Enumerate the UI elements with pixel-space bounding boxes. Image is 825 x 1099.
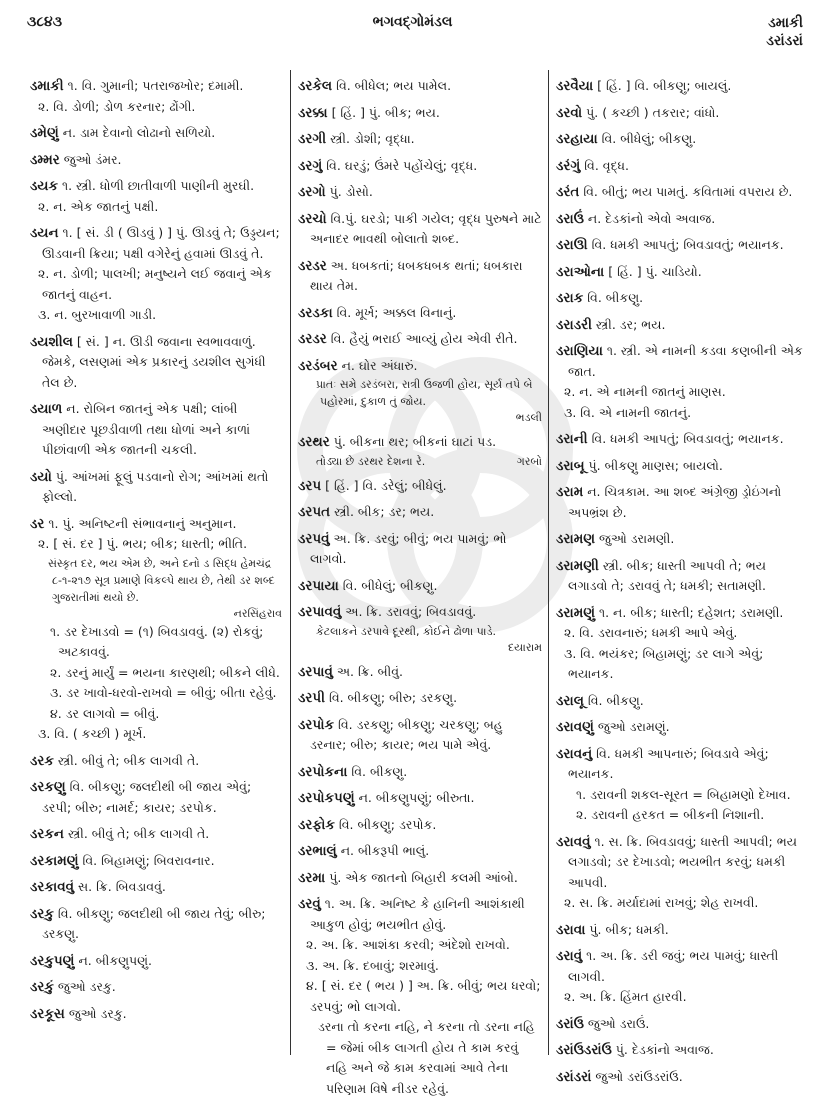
dictionary-entry bbox=[30, 951, 282, 972]
dictionary-entry bbox=[556, 182, 806, 203]
dictionary-entry bbox=[298, 76, 542, 97]
dictionary-entry bbox=[556, 341, 806, 382]
definition-text: ૧. [ સં. ડી ( ઊડવું ) ] પું. ઊડવું તે; ઉડ્ડયન; ઊડવાની ક્રિયા; પક્ષી વગેરેનું હવામાં ઊડવું તે. bbox=[42, 225, 280, 261]
dictionary-entry bbox=[556, 832, 806, 894]
headword: ડરગો bbox=[298, 184, 326, 200]
headword: ડરામણી bbox=[556, 557, 599, 574]
definition-text: જુઓ ડરામણું. bbox=[593, 719, 670, 734]
definition-text: જુઓ ડરકુ. bbox=[53, 979, 116, 994]
entry-sense bbox=[556, 893, 806, 914]
definition-text: ૨. અ. ક્રિ. હિંમત હારવી. bbox=[564, 989, 687, 1004]
definition-text: ન. દેડકાંનો એવો અવાજ. bbox=[583, 210, 716, 226]
definition-text: કેટલાકને ડરપાવે દૂરથી, કોઈને ઢોળા પાડે. bbox=[316, 624, 497, 638]
definition-text: [ હિં. ] વિ. બીકણુ; બાયલું. bbox=[593, 78, 732, 93]
dictionary-entry bbox=[30, 824, 282, 845]
definition-text: ૧. અ. ક્રિ. અનિષ્ટ કે હાનિની આશંકાથી આકુળ હોવું; ભયભીત હોવું. bbox=[310, 896, 525, 932]
entry-sense bbox=[30, 97, 282, 118]
headword: ડરપાવું bbox=[298, 663, 333, 680]
headword: ડરપવું bbox=[298, 530, 330, 547]
definition-text: તોડ્યા છે ડરથર દેશના રે. bbox=[316, 454, 426, 468]
headword: ડરકાવવું bbox=[30, 879, 75, 895]
dictionary-entry bbox=[298, 329, 542, 350]
headword: ડરડકા bbox=[298, 304, 333, 321]
definition-text: [ હિં. ] પું. બીક; ભય. bbox=[327, 104, 440, 120]
dictionary-entry bbox=[556, 76, 806, 97]
headword: ડરક bbox=[30, 752, 54, 769]
dictionary-entry bbox=[556, 456, 806, 477]
dictionary-entry bbox=[556, 288, 806, 309]
headword: ડરભાલું bbox=[298, 843, 337, 859]
headword: ડરાક bbox=[556, 290, 584, 306]
headword: ડરડંબર bbox=[298, 357, 338, 374]
idiom bbox=[30, 704, 282, 725]
headword: ડરપોકના bbox=[298, 763, 348, 780]
definition-text: સ. ક્રિ. બિવડાવવું. bbox=[74, 879, 166, 894]
headword: ડયન bbox=[30, 225, 59, 241]
definition-text: પું. ડોસો. bbox=[325, 184, 373, 199]
headword: ડરંત bbox=[556, 184, 580, 200]
dictionary-entry bbox=[556, 603, 806, 624]
definition-text: સ્ત્રી. બીવું તે; બીક લાગવી તે. bbox=[63, 826, 210, 841]
dictionary-entry bbox=[30, 399, 282, 461]
headword: ડરપાવવું bbox=[298, 604, 342, 620]
guide-words bbox=[766, 14, 803, 50]
headword: ડરાવનું bbox=[556, 745, 593, 762]
headword: ડરફોક bbox=[298, 816, 335, 833]
headword: ડરંગું bbox=[556, 157, 581, 174]
headword: ડરામ bbox=[556, 484, 584, 500]
headword: ડરાંઉ bbox=[556, 1015, 584, 1032]
dictionary-entry bbox=[556, 556, 806, 597]
definition-text: [ સં. ] ન. ઊડી જવાના સ્વભાવવાળું. જેમકે, લસણમાં એક પ્રકારનું ડયશીલ સુગંધી તેલ છે. bbox=[42, 333, 266, 390]
entry-sense bbox=[556, 382, 806, 403]
dictionary-entry bbox=[30, 76, 282, 97]
definition-text: વિ. બીકણુ; જલદીથી બી જાય તેવું; બીરુ; ડરકણુ. bbox=[42, 905, 266, 941]
definition-text: સ્ત્રી. બીવું તે; બીક લાગવી તે. bbox=[53, 752, 200, 768]
dictionary-entry bbox=[556, 262, 806, 283]
headword: ડરાડરી bbox=[556, 316, 592, 333]
definition-text: વિ.પું. ઘરડો; પાકી ગયેલ; વૃદ્ધ પુરુષને માટે અનાદર ભાવથી બોલાતો શબ્દ. bbox=[310, 210, 542, 246]
dictionary-entry bbox=[298, 602, 542, 623]
definition-text: પું. બીકણુ માણસ; બાયલો. bbox=[584, 457, 723, 473]
headword: ડરાબૂ bbox=[556, 457, 585, 474]
dictionary-entry bbox=[30, 514, 282, 535]
headword: ડરકુપણું bbox=[30, 952, 75, 969]
definition-text: અ. ધબકતાં; ધબકધબક થતાં; ધબકારા થાય તેમ. bbox=[310, 257, 523, 293]
dictionary-entry bbox=[298, 356, 542, 377]
definition-text: વિ. વૃદ્ધ. bbox=[580, 157, 630, 173]
quotation-attribution bbox=[298, 410, 542, 426]
definition-text: ૧. વિ. ગુમાની; પતરાજખોર; દમામી. bbox=[63, 78, 244, 93]
dictionary-entry bbox=[298, 894, 542, 935]
dictionary-entry bbox=[556, 529, 806, 550]
dictionary-entry bbox=[556, 315, 806, 336]
definition-text: ભડલી bbox=[515, 411, 542, 424]
dictionary-entry bbox=[30, 977, 282, 998]
headword: ડરકેલ bbox=[298, 78, 333, 94]
headword: ડરાલૂ bbox=[556, 692, 584, 709]
entry-sense bbox=[30, 197, 282, 218]
definition-text: ૨. ન. એ નામની જાતનું માણસ. bbox=[564, 384, 726, 399]
definition-text: ૩. વિ. એ નામની જાતનું. bbox=[564, 404, 692, 420]
headword: ડરાઊ bbox=[556, 237, 588, 253]
headword: ડરહાયા bbox=[556, 131, 598, 147]
definition-text: વિ. બીકણુ. bbox=[347, 763, 408, 779]
headword: ડયશીલ bbox=[30, 333, 73, 350]
definition-text: વિ. બીધેલું; બીકણુ. bbox=[338, 577, 438, 593]
dictionary-entry bbox=[298, 209, 542, 250]
guide-word-last: ડરાંડરાં bbox=[766, 33, 803, 49]
definition-text: ૨. [ સં. દર ] પું. ભય; બીક; ધાસ્તી; ભીતિ. bbox=[38, 536, 248, 551]
headword: ડરાંઉડરાંઉ bbox=[556, 1042, 612, 1058]
definition-text: ૪. [ સં. દર ( ભય ) ] અ. ક્રિ. બીવું; ભય ધરવો; ડરપવું; ભો લાગવો. bbox=[306, 978, 541, 1014]
dictionary-entry bbox=[30, 1004, 282, 1025]
definition-text: જુઓ ડંમર. bbox=[59, 151, 122, 167]
headword: ડરાઉં bbox=[556, 210, 584, 227]
definition-text: ન. રોબિન જાતનું એક પક્ષી; લાંબી અણીદાર પૂછડીવાળી તથા ધોળાં અને કાળાં પીછાંવાળી એક જાતની ચકલી. bbox=[42, 401, 251, 457]
dictionary-entry bbox=[30, 332, 282, 394]
dictionary-entry bbox=[298, 715, 542, 756]
quotation bbox=[298, 376, 542, 410]
dictionary-entry bbox=[298, 815, 542, 836]
definition-text: ૧. સ. ક્રિ. બિવડાવવું; ધાસ્તી આપવી; ભય લગાડવો; ડર દેખાડવો; ભયભીત કરવું; ધમકી આપવી. bbox=[568, 833, 797, 890]
definition-text: વિ. બીધેલું; બીકણુ. bbox=[597, 131, 697, 146]
dictionary-entry bbox=[556, 1067, 806, 1088]
idiom bbox=[30, 622, 282, 663]
entry-sense bbox=[556, 644, 806, 685]
quotation bbox=[298, 623, 542, 640]
dictionary-entry bbox=[556, 209, 806, 230]
definition-text: ન. ચિત્રકામ. આ શબ્દ અંગ્રેજી ડ્રોઇંગનો અપભ્રંશ છે. bbox=[568, 484, 782, 520]
definition-text: જુઓ ડરકુ. bbox=[64, 1005, 127, 1021]
definition-text: વિ. બીકણુ; ડરપોક. bbox=[334, 816, 437, 832]
headword: ડરાવું bbox=[556, 948, 583, 964]
headword: ડયાળ bbox=[30, 401, 63, 417]
headword: ડરગું bbox=[298, 157, 323, 174]
headword: ડરકૂસ bbox=[30, 1005, 65, 1022]
headword: ડરવું bbox=[298, 896, 321, 912]
definition-text: ૧. ન. બીક; ધાસ્તી; દહેશત; ડરામણી. bbox=[595, 604, 784, 620]
headword: ડરપોકપણું bbox=[298, 790, 355, 806]
entry-sense bbox=[556, 987, 806, 1008]
definition-text: જુઓ ડરામણી. bbox=[595, 531, 675, 546]
headword: ડરકામણું bbox=[30, 852, 79, 869]
definition-text: વિ. બીતું; ભય પામતું. કવિતામાં વપરાય છે. bbox=[579, 184, 793, 199]
dictionary-entry bbox=[556, 482, 806, 523]
definition-text: વિ. બીકણુ. bbox=[583, 692, 644, 708]
definition-text: ૩. વિ. ( કચ્છી ) મૂર્ખ. bbox=[38, 726, 147, 741]
definition-text: અ. ક્રિ. બીવું. bbox=[332, 663, 403, 679]
dictionary-entry bbox=[30, 467, 282, 508]
dictionary-entry bbox=[556, 691, 806, 712]
dictionary-entry bbox=[298, 576, 542, 597]
headword: ડરગી bbox=[298, 131, 327, 147]
headword: ડરાણિયા bbox=[556, 343, 603, 359]
headword: ડરામણ bbox=[556, 531, 596, 547]
definition-text: ૩. વિ. ભયંકર; બિહામણું; ડર લાગે એવું; ભયાનક. bbox=[564, 645, 764, 681]
definition-text: વિ. બીકણુ; બીરુ; ડરકણુ. bbox=[325, 690, 458, 705]
dictionary-entry bbox=[556, 920, 806, 941]
definition-text: પું. ( કચ્છી ) તકરાર; વાંધો. bbox=[582, 104, 720, 120]
dictionary-entry bbox=[298, 502, 542, 523]
idiom bbox=[30, 683, 282, 704]
definition-text: વિ. ડરકણુ; બીકણુ; ચરકણુ; બહુ ડરનાર; બીરુ; કાયર; ભય પામે એવું. bbox=[310, 716, 503, 752]
quotation-attribution bbox=[30, 606, 282, 622]
definition-text: સ્ત્રી. ડોશી; વૃદ્ધા. bbox=[326, 131, 415, 146]
dictionary-entry bbox=[556, 156, 806, 177]
definition-text: [ હિં. ] પું. ચાડિયો. bbox=[604, 263, 702, 279]
definition-text: ૨. ડરાવની હરકત = બીકની નિશાની. bbox=[576, 807, 765, 822]
entry-sense bbox=[30, 264, 282, 305]
dictionary-entry bbox=[298, 529, 542, 570]
headword: ડરવો bbox=[556, 104, 583, 121]
headword: ડમ્મર bbox=[30, 151, 60, 168]
dictionary-entry bbox=[298, 788, 542, 809]
page-number: ૩૮૪૩ bbox=[27, 14, 63, 30]
idiom bbox=[556, 785, 806, 806]
dictionary-entry bbox=[556, 744, 806, 785]
definition-text: જુઓ ડરાંઉડરાંઉ. bbox=[591, 1068, 683, 1084]
guide-word-first: ડમાકી bbox=[768, 15, 803, 31]
definition-text: વિ. ધમકી આપનારું; બિવડાવે એવું; ભયાનક. bbox=[568, 745, 769, 781]
dictionary-entry bbox=[30, 851, 282, 872]
definition-text: [ હિં. ] વિ. ડરેલું; બીધેલું. bbox=[321, 477, 447, 493]
definition-text: વિ. બીકણુ. bbox=[583, 290, 644, 305]
headword: ડરક્કા bbox=[298, 104, 328, 121]
definition-text: ૩. અ. ક્રિ. દબાવું; શરમાવું. bbox=[306, 957, 439, 973]
dictionary-entry bbox=[30, 176, 282, 197]
quotation bbox=[298, 453, 542, 470]
definition-text: વિ. બીધેલ; ભય પામેલ. bbox=[332, 78, 452, 93]
definition-text: વિ. બીકણુ; જલદીથી બી જાય એવું; ડરપી; બીરુ; નામર્દ; કાયર; ડરપોક. bbox=[42, 779, 252, 815]
dictionary-entry bbox=[298, 841, 542, 862]
headword: ડરપાયા bbox=[298, 577, 339, 594]
definition-text: સ્ત્રી. ડર; ભય. bbox=[591, 316, 666, 332]
definition-text: ૨. અ. ક્રિ. આશંકા કરવી; અંદેશો રાખવો. bbox=[306, 937, 510, 952]
definition-text: સ્ત્રી. બીક; ડર; ભય. bbox=[330, 504, 435, 519]
dictionary-entry bbox=[298, 182, 542, 203]
definition-text: પું. એક જાતનો બિહારી કલમી આંબો. bbox=[325, 869, 518, 885]
definition-text: જુઓ ડરાઉં. bbox=[583, 1015, 650, 1031]
definition-text: દયારામ bbox=[507, 640, 542, 654]
headword: ડયો bbox=[30, 468, 52, 485]
definition-text: વિ. બિહામણું; બિવરાવનાર. bbox=[78, 852, 215, 868]
dictionary-entry bbox=[298, 256, 542, 297]
dictionary-entry bbox=[30, 150, 282, 171]
headword: ડર bbox=[30, 515, 45, 532]
definition-text: પું. દેડકાંનો અવાજ. bbox=[611, 1042, 714, 1057]
dictionary-entry bbox=[556, 129, 806, 150]
definition-text: ૧. ડરાવની શકલ-સૂરત = બિહામણો દેખાવ. bbox=[576, 786, 791, 802]
definition-text: પું. બીક; ધમકી. bbox=[585, 921, 669, 937]
definition-text: અ. ક્રિ. ડરાવવું; બિવડાવવું. bbox=[341, 604, 477, 619]
definition-text: વિ. ઘરડું; ઉંમરે પહોંચેલું; વૃદ્ધ. bbox=[322, 157, 478, 173]
headword: ડરડર bbox=[298, 331, 327, 347]
dictionary-entry bbox=[556, 103, 806, 124]
dictionary-entry bbox=[298, 762, 542, 783]
dictionary-entry bbox=[556, 946, 806, 987]
definition-text: અ. ક્રિ. ડરવું; બીવું; ભય પામવું; ભો લાગવો. bbox=[310, 530, 507, 566]
dictionary-entry bbox=[30, 904, 282, 945]
entry-sense bbox=[298, 976, 542, 1017]
dictionary-entry bbox=[298, 868, 542, 889]
entry-sense bbox=[30, 724, 282, 745]
headword: ડમાકી bbox=[30, 78, 64, 94]
idiom bbox=[298, 1017, 542, 1099]
headword: ડરમા bbox=[298, 869, 326, 886]
dictionary-entry bbox=[298, 103, 542, 124]
dictionary-column-2 bbox=[298, 70, 542, 1099]
headword: ડરામણું bbox=[556, 604, 596, 621]
headword: ડરાવણું bbox=[556, 719, 594, 735]
dictionary-entry bbox=[298, 476, 542, 497]
dictionary-entry bbox=[556, 1040, 806, 1061]
entry-sense bbox=[556, 623, 806, 644]
headword: ડરાઓના bbox=[556, 263, 605, 280]
dictionary-entry bbox=[556, 429, 806, 450]
dictionary-entry bbox=[30, 751, 282, 772]
dictionary-entry bbox=[298, 432, 542, 453]
definition-text: ૩. ડર ખાવો-ધરવો-રાખવો = બીવું; બીતા રહેવું. bbox=[50, 685, 277, 700]
definition-text: ન. બીકણુપણું. bbox=[74, 952, 153, 968]
definition-text: ૧. પું. અનિષ્ટની સંભાવનાનું અનુમાન. bbox=[44, 515, 237, 531]
definition-text: ૧. સ્ત્રી. ધોળી છાતીવાળી પાણીની મુરઘી. bbox=[58, 178, 255, 193]
definition-text: ૨. વિ. ડરાવનારું; ધમકી આપે એવું. bbox=[564, 625, 738, 640]
definition-text: ૨. ન. ડોળી; પાલખી; મનુષ્યને લઈ જવાનું એક જાતનું વાહન. bbox=[38, 266, 272, 302]
headword: ડરથર bbox=[298, 434, 330, 450]
definition-text: ૧. સ્ત્રી. એ નામની કડવા કણબીની એક જાત. bbox=[568, 343, 803, 379]
idiom bbox=[556, 805, 806, 826]
definition-text: ૨. સ. ક્રિ. મર્યાદામાં રાખવું; શેહ રાખવી. bbox=[564, 895, 759, 910]
headword: ડરકન bbox=[30, 826, 64, 842]
definition-text: ૨. ન. એક જાતનું પક્ષી. bbox=[38, 198, 159, 214]
headword: ડરકું bbox=[30, 979, 54, 995]
headword: ડમેણું bbox=[30, 125, 59, 141]
entry-sense bbox=[556, 403, 806, 424]
headword: ડરપ bbox=[298, 477, 322, 494]
entry-sense bbox=[30, 305, 282, 326]
definition-text: પું. બીકના થર; બીકનાં ઘાટાં પડ. bbox=[329, 434, 497, 449]
entry-sense bbox=[30, 534, 282, 555]
headword: ડરાની bbox=[556, 431, 588, 447]
definition-text: વિ. ધમકી આપતું; બિવડાવતું; ભયાનક. bbox=[587, 237, 784, 252]
headword: ડરાવવું bbox=[556, 833, 591, 850]
definition-text: ૧. અ. ક્રિ. ડરી જવું; ભય પામવું; ધાસ્તી લાગવી. bbox=[568, 948, 779, 984]
definition-text: ન. ડામ દેવાનો લોઢાનો સળિયો. bbox=[58, 125, 216, 140]
dictionary-entry bbox=[30, 223, 282, 264]
idiom bbox=[30, 663, 282, 684]
definition-text: ન. ઘોર અંધારું. bbox=[337, 357, 418, 373]
dictionary-entry bbox=[298, 129, 542, 150]
headword: ડરકણુ bbox=[30, 779, 66, 795]
headword: ડરકુ bbox=[30, 905, 54, 922]
definition-text: ન. બીકણુપણું; બીરુતા. bbox=[354, 790, 475, 805]
definition-text: ૧. ડર દેખાડવો = (૧) બિવડાવવું. (૨) રોકવું; અટકાવવું. bbox=[50, 623, 264, 659]
definition-text: ૪. ડર લાગવો = બીવું. bbox=[50, 705, 160, 721]
headword: ડરડર bbox=[298, 257, 327, 274]
dictionary-entry bbox=[298, 303, 542, 324]
definition-text: નરસિંહરાવ bbox=[233, 606, 282, 620]
quotation-attribution bbox=[298, 640, 542, 656]
column-divider bbox=[548, 70, 549, 1055]
headword: ડરાવા bbox=[556, 921, 586, 938]
definition-text: વિ. હૈયું ભરાઈ આવ્યું હોય એવી રીતે. bbox=[326, 331, 518, 346]
dictionary-entry bbox=[30, 123, 282, 144]
dictionary-entry bbox=[298, 156, 542, 177]
headword: ડરપી bbox=[298, 690, 326, 706]
definition-text: ડરના તો કરના નહિ, ને કરના તો ડરના નહિ = જેમાં બીક લાગતી હોય તે કામ કરવું નહિ અને જે કામ કરવામાં આવે તેના પરિણામ વિષે નીડર રહેવું. bbox=[318, 1019, 535, 1096]
definition-text: ૨. વિ. ડોળી; ડોળ કરનાર; ઢોંગી. bbox=[38, 98, 196, 114]
headword: ડરપોક bbox=[298, 716, 335, 733]
definition-text: ૨. ડરનું માર્યું = ભયના કારણથી; બીકને લીધે. bbox=[50, 664, 280, 680]
definition-text: ન. બીકરૂપી ભાલું. bbox=[336, 843, 430, 858]
dictionary-column-1 bbox=[30, 70, 282, 1024]
dictionary-entry bbox=[556, 235, 806, 256]
definition-text: ૩. ન. બુરખાવાળી ગાડી. bbox=[38, 307, 157, 322]
headword: ડરાંડરાં bbox=[556, 1068, 592, 1085]
definition-text: પું. આંખમાં ફૂલું પડવાનો રોગ; આંખમાં થતો ફોલ્લો. bbox=[42, 468, 269, 504]
quotation bbox=[30, 555, 282, 606]
headword: ડરચો bbox=[298, 210, 327, 227]
dictionary-column-3 bbox=[556, 70, 806, 1087]
dictionary-entry bbox=[556, 717, 806, 738]
definition-text: વિ. મૂર્ખ; અક્કલ વિનાનું. bbox=[332, 304, 457, 320]
dictionary-entry bbox=[298, 662, 542, 683]
definition-text: સંસ્કૃત દર, ભય એમ છે, અને દનો ડ સિદ્ધ હેમચંદ્ર ૮-૧-૨૧૭ સૂત્ર પ્રમાણે વિકલ્પે થાય છે, તેથી ડર શબ્દ ગુજરાતીમાં થયો છે. bbox=[48, 556, 275, 604]
definition-text: વિ. ધમકી આપતું; બિવડાવતું; ભયાનક. bbox=[587, 431, 784, 446]
quotation-attribution: ગરબો bbox=[516, 454, 542, 468]
dictionary-entry bbox=[30, 777, 282, 818]
definition-text: સ્ત્રી. બીક; ધાસ્તી આપવી તે; ભય લગાડવો તે; ડરાવવું તે; ધમકી; સતામણી. bbox=[568, 557, 766, 593]
headword: ડયક bbox=[30, 178, 58, 194]
column-divider bbox=[290, 70, 291, 1055]
headword: ડરપત bbox=[298, 504, 331, 520]
dictionary-entry bbox=[556, 1014, 806, 1035]
dictionary-entry bbox=[30, 877, 282, 898]
definition-text: પ્રાતઃ સમે ડરડંબરા, રાત્રી ઉજળી હોય, સૂર્ય તપે બે પહોરમાં, દુકાળ તું જોય. bbox=[316, 378, 533, 408]
book-title: ભગવદ્ગોમંડલ bbox=[372, 14, 453, 30]
entry-sense bbox=[298, 935, 542, 956]
entry-sense bbox=[298, 956, 542, 977]
dictionary-entry bbox=[298, 688, 542, 709]
headword: ડરવૈયા bbox=[556, 78, 594, 94]
